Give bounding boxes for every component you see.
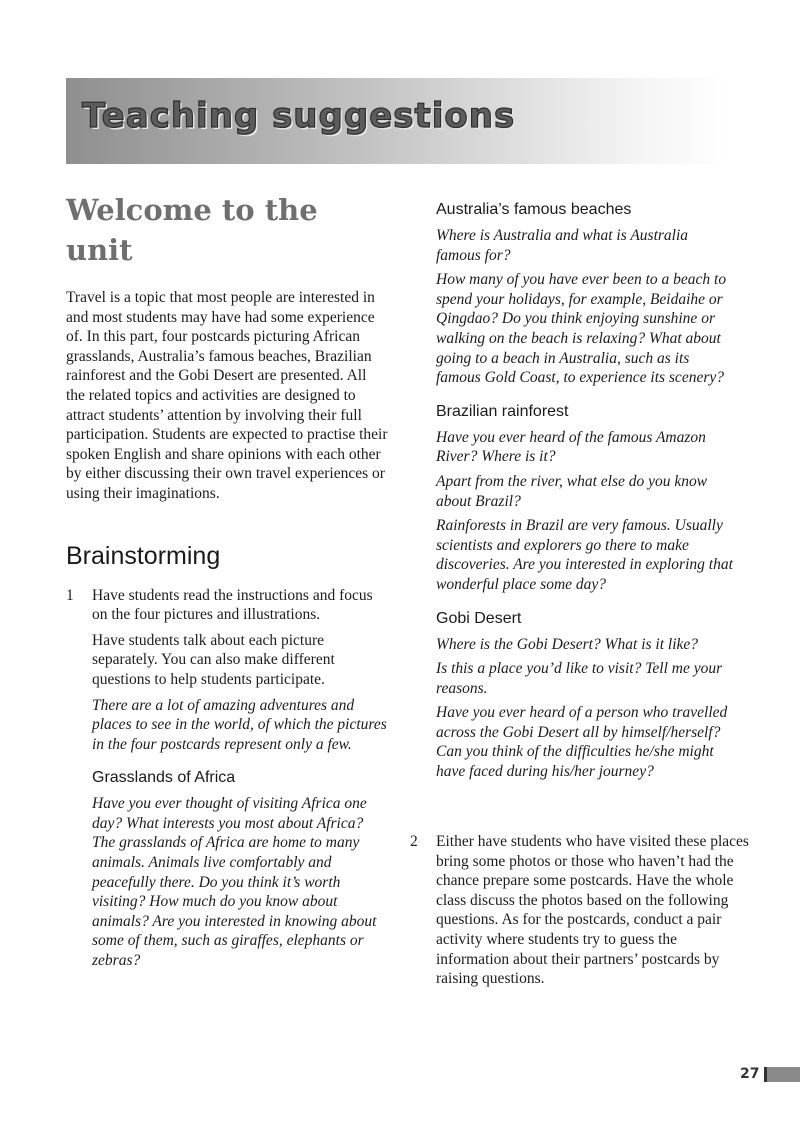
section-heading-welcome: Welcome to the unit <box>66 193 318 267</box>
intro-paragraph: Travel is a topic that most people are interested in and most students may have had some experience of. In this part, four postcards picturing African grasslands, Australia’s famous beaches, Brazilian rainforest and the Gobi Desert are presented. All the related topics and activities are designed to attract students’ attention by involving their full participation. Students are expected to practise their spoken English and share opinions with each other by either discussing their own travel experiences or using their imaginations. <box>66 289 388 502</box>
gobi-q1: Where is the Gobi Desert? What is it like? <box>436 635 699 653</box>
page-number: 27 <box>740 1066 760 1082</box>
brazil-q2: Apart from the river, what else do you know about Brazil? <box>436 472 708 510</box>
grasslands-questions: Have you ever thought of visiting Africa one day? What interests you most about Africa? The grasslands of Africa are home to many animals. Animals live comfortably and peacefully there. Do you think it’s worth visiting? How much do you know about animals? Are you interested in knowing about some of them, such as giraffes, elephants or zebras? <box>92 795 377 970</box>
australia-q1: Where is Australia and what is Australia famous for? <box>436 227 689 264</box>
australia-q2: How many of you have ever been to a beach to spend your holidays, for example, Beidaihe or Qingdao? Do you think enjoying sunshine or walking on the beach is relaxing? What about going to a beach in Australia, such as its famous Gold Coast, to experience its scenery? <box>436 271 727 387</box>
brazil-q3: Rainforests in Brazil are very famous. Usually scientists and explorers go there to make discoveries. Are you interested in exploring that wonderful place some day? <box>436 517 733 593</box>
page-number-bar <box>764 1067 800 1082</box>
subheading-gobi: Gobi Desert <box>436 609 522 627</box>
brazil-q1: Have you ever heard of the famous Amazon River? Where is it? <box>436 428 706 466</box>
gobi-q2: Is this a place you’d like to visit? Tell me your reasons. <box>436 660 723 697</box>
item-1-italic: There are a lot of amazing adventures and places to see in the world, of which the pictures in the four postcards represent only a few. <box>92 696 387 753</box>
gobi-q3: Have you ever heard of a person who travelled across the Gobi Desert all by himself/herself? Can you think of the difficulties he/she might have faced during his/her journey? <box>436 704 728 781</box>
subsection-brazil <box>436 402 736 595</box>
subsection-australia <box>436 200 736 388</box>
subsection-gobi <box>436 609 736 782</box>
section-heading-brainstorming: Brainstorming <box>66 541 221 570</box>
subheading-brazil: Brazilian rainforest <box>436 402 569 420</box>
list-item-1 <box>66 586 388 971</box>
page-number-bar-tick <box>764 1067 767 1082</box>
item-number: 2 <box>410 833 418 850</box>
item-number: 1 <box>66 586 74 604</box>
left-column <box>66 190 388 971</box>
banner-title: Teaching suggestions <box>82 96 516 136</box>
item-1-text: Have students read the instructions and focus on the four pictures and illustrations. <box>92 586 373 624</box>
subsection-grasslands <box>92 768 388 970</box>
subheading-australia: Australia’s famous beaches <box>436 201 632 218</box>
subheading-grasslands: Grasslands of Africa <box>92 769 236 787</box>
item-1-text-2: Have students talk about each picture separately. You can also make different questions to help students participate. <box>92 631 335 688</box>
right-column <box>436 200 736 782</box>
item-2-text: Either have students who have visited these places bring some photos or those who haven’t had the chance prepare some postcards. Have the whole class discuss the photos based on the following questions. As for the postcards, conduct a pair activity where students try to guess the information about their partners’ postcards by raising questions. <box>436 833 749 988</box>
header-banner <box>66 78 728 164</box>
list-item-2 <box>410 832 752 989</box>
